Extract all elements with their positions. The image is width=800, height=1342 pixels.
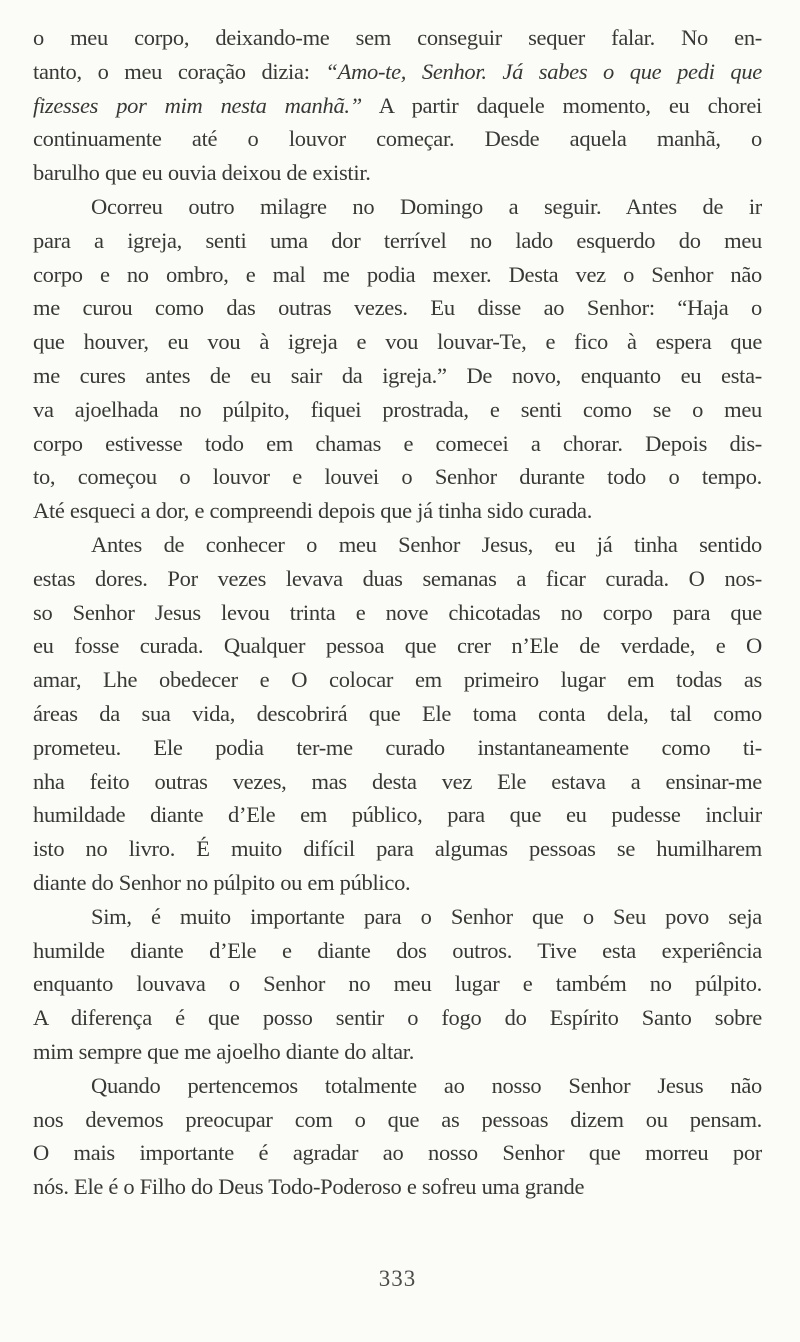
text-segment: Quando pertencemos totalmente ao nosso Senhor Jesus não [91,1072,762,1098]
paragraph [33,190,762,528]
text-line [33,89,762,123]
text-line [33,900,762,934]
text-segment: estas dores. Por vezes levava duas semanas a ficar curada. O nos- [33,565,762,591]
text-segment: isto no livro. É muito difícil para algumas pessoas se humilharem [33,836,762,862]
text-line [33,731,762,765]
text-segment: continuamente até o louvor começar. Desde aquela manhã, o [33,126,762,152]
text-line [33,1136,762,1170]
text-segment: nha feito outras vezes, mas desta vez Ele estava a ensinar-me [33,768,762,794]
text-segment: me curou como das outras vezes. Eu disse ao Senhor: “Haja o [33,295,762,321]
paragraph [33,1069,762,1204]
italic-text-segment: “Amo-te, Senhor. Já sabes o que pedi que [325,58,762,84]
text-line [33,427,762,461]
text-segment: humildade diante d’Ele em público, para que eu pudesse incluir [33,802,762,828]
italic-text-segment: fizesses por mim nesta manhã.” [33,92,362,118]
text-segment: Sim, é muito importante para o Senhor que o Seu povo seja [91,903,762,929]
text-segment: amar, Lhe obedecer e O colocar em primeiro lugar em todas as [33,667,762,693]
text-segment: prometeu. Ele podia ter-me curado instantaneamente como ti- [33,734,762,760]
text-line [33,224,762,258]
text-segment: nos devemos preocupar com o que as pessoas dizem ou pensam. [33,1106,762,1132]
text-segment: que houver, eu vou à igreja e vou louvar-Te, e fico à espera que [33,329,762,355]
text-line [33,258,762,292]
text-line [33,122,762,156]
text-line [33,190,762,224]
text-line [33,596,762,630]
text-line [33,393,762,427]
text-segment: humilde diante d’Ele e diante dos outros. Tive esta experiência [33,937,762,963]
text-segment: enquanto louvava o Senhor no meu lugar e também no púlpito. [33,971,762,997]
text-segment: va ajoelhada no púlpito, fiquei prostrada, e senti como se o meu [33,396,762,422]
text-segment: nós. Ele é o Filho do Deus Todo-Poderoso e sofreu uma grande [33,1174,585,1200]
text-segment: eu fosse curada. Qualquer pessoa que crer n’Ele de verdade, e O [33,633,762,659]
text-line [33,156,762,190]
page-number: 333 [378,1265,417,1291]
text-segment: diante do Senhor no púlpito ou em público. [33,869,411,895]
text-line [33,1001,762,1035]
text-segment: so Senhor Jesus levou trinta e nove chicotadas no corpo para que [33,599,762,625]
text-line [33,832,762,866]
text-segment: mim sempre que me ajoelho diante do altar. [33,1038,415,1064]
text-segment: corpo estivesse todo em chamas e comecei a chorar. Depois dis- [33,430,762,456]
paragraph [33,528,762,900]
text-line [33,55,762,89]
text-line [33,934,762,968]
text-line [33,866,762,900]
text-segment: to, começou o louvor e louvei o Senhor durante todo o tempo. [33,464,762,490]
paragraph [33,21,762,190]
text-line [33,1035,762,1069]
text-segment: A partir daquele momento, eu chorei [361,92,762,118]
text-segment: Ocorreu outro milagre no Domingo a seguir. Antes de ir [91,193,762,219]
text-line [33,765,762,799]
text-line [33,1069,762,1103]
text-segment: tanto, o meu coração dizia: [33,58,326,84]
text-segment: O mais importante é agradar ao nosso Senhor que morreu por [33,1140,762,1166]
text-line [33,562,762,596]
text-line [33,21,762,55]
text-segment: áreas da sua vida, descobrirá que Ele toma conta dela, tal como [33,700,762,726]
text-line [33,1170,762,1204]
text-segment: A diferença é que posso sentir o fogo do Espírito Santo sobre [33,1005,762,1031]
text-line [33,629,762,663]
text-line [33,494,762,528]
text-line [33,967,762,1001]
page-text [33,21,762,1204]
text-line [33,291,762,325]
text-line [33,697,762,731]
text-line [33,460,762,494]
text-line [33,798,762,832]
text-segment: corpo e no ombro, e mal me podia mexer. Desta vez o Senhor não [33,261,762,287]
text-segment: barulho que eu ouvia deixou de existir. [33,160,371,186]
text-segment: Até esqueci a dor, e compreendi depois que já tinha sido curada. [33,498,593,524]
text-line [33,663,762,697]
text-line [33,359,762,393]
text-segment: o meu corpo, deixando-me sem conseguir sequer falar. No en- [33,25,762,50]
text-segment: me cures antes de eu sair da igreja.” De novo, enquanto eu esta- [33,362,762,388]
text-line [33,325,762,359]
text-segment: Antes de conhecer o meu Senhor Jesus, eu já tinha sentido [91,531,762,557]
paragraph [33,900,762,1069]
text-line [33,528,762,562]
text-line [33,1103,762,1137]
text-segment: para a igreja, senti uma dor terrível no lado esquerdo do meu [33,227,762,253]
